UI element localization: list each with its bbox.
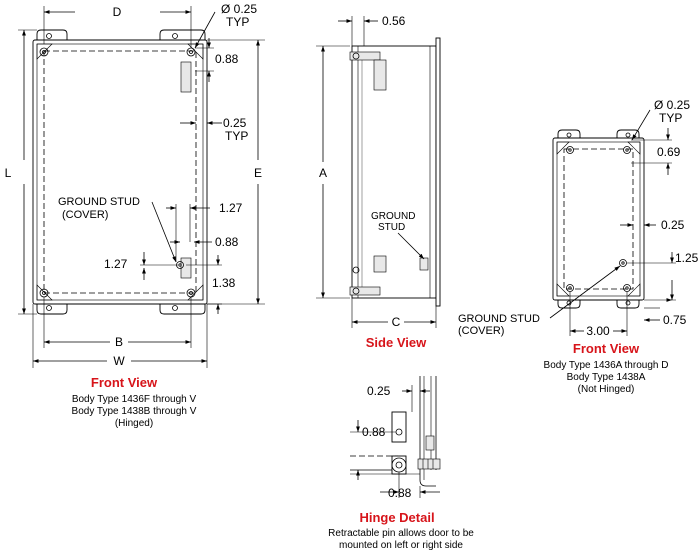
dim-127-left: 1.27 (104, 257, 128, 271)
dim-125: 1.25 (675, 251, 699, 265)
hinge-detail (328, 376, 474, 550)
small-ground-label-1: GROUND STUD (458, 313, 540, 325)
side-view-title: Side View (365, 335, 427, 350)
front-view-small-title: Front View (572, 341, 640, 356)
dim-088: 0.88 (215, 52, 239, 66)
dim-hole-dia: Ø 0.25 (221, 2, 258, 16)
caption-line-3: (Hinged) (114, 418, 154, 429)
small-caption-line-1: Body Type 1436A through D (543, 360, 669, 371)
dim-A: A (318, 166, 328, 180)
small-caption-line-3: (Not Hinged) (577, 384, 635, 395)
side-ground-label-1: GROUND (371, 211, 416, 222)
dim-069: 0.69 (657, 145, 681, 159)
hinge-dim-088-vert: 0.88 (362, 425, 386, 439)
dim-127-top: 1.27 (219, 201, 243, 215)
dim-L: L (4, 166, 12, 180)
small-hole-dia: Ø 0.25 (654, 98, 691, 112)
dim-075: 0.75 (663, 313, 687, 327)
caption-line-2: Body Type 1438B through V (71, 406, 197, 417)
dim-hole-typ: TYP (226, 15, 250, 29)
ground-stud-label-1: GROUND STUD (58, 196, 140, 208)
dim-C: C (391, 315, 401, 329)
dim-W: W (113, 354, 125, 368)
dim-E: E (253, 166, 263, 180)
dim-D: D (112, 5, 122, 19)
dim-B: B (114, 335, 124, 349)
hinge-dim-025: 0.25 (367, 384, 391, 398)
side-ground-label-2: STUD (378, 222, 406, 233)
ground-stud-label-2: (COVER) (62, 209, 109, 221)
small-dim-025: 0.25 (661, 218, 685, 232)
small-caption-line-2: Body Type 1438A (566, 372, 646, 383)
dim-025: 0.25 (223, 116, 247, 130)
hinge-dim-088-horiz: 0.88 (388, 486, 412, 500)
dim-025-typ: TYP (225, 129, 249, 143)
dim-088-lower: 0.88 (215, 235, 239, 249)
small-ground-label-2: (COVER) (458, 325, 505, 337)
hinge-detail-title: Hinge Detail (359, 510, 435, 525)
caption-line-1: Body Type 1436F through V (71, 394, 197, 405)
front-view-hinged (5, 2, 265, 429)
hinge-caption-line-1: Retractable pin allows door to be (328, 528, 474, 539)
hinge-caption-line-2: mounted on left or right side (339, 540, 463, 550)
dim-138: 1.38 (212, 276, 236, 290)
dim-056: 0.56 (382, 14, 406, 28)
front-view-small (458, 98, 699, 395)
small-hole-typ: TYP (659, 111, 683, 125)
side-view (316, 14, 440, 350)
dim-300: 3.00 (586, 324, 610, 338)
front-view-hinged-title: Front View (90, 375, 158, 390)
